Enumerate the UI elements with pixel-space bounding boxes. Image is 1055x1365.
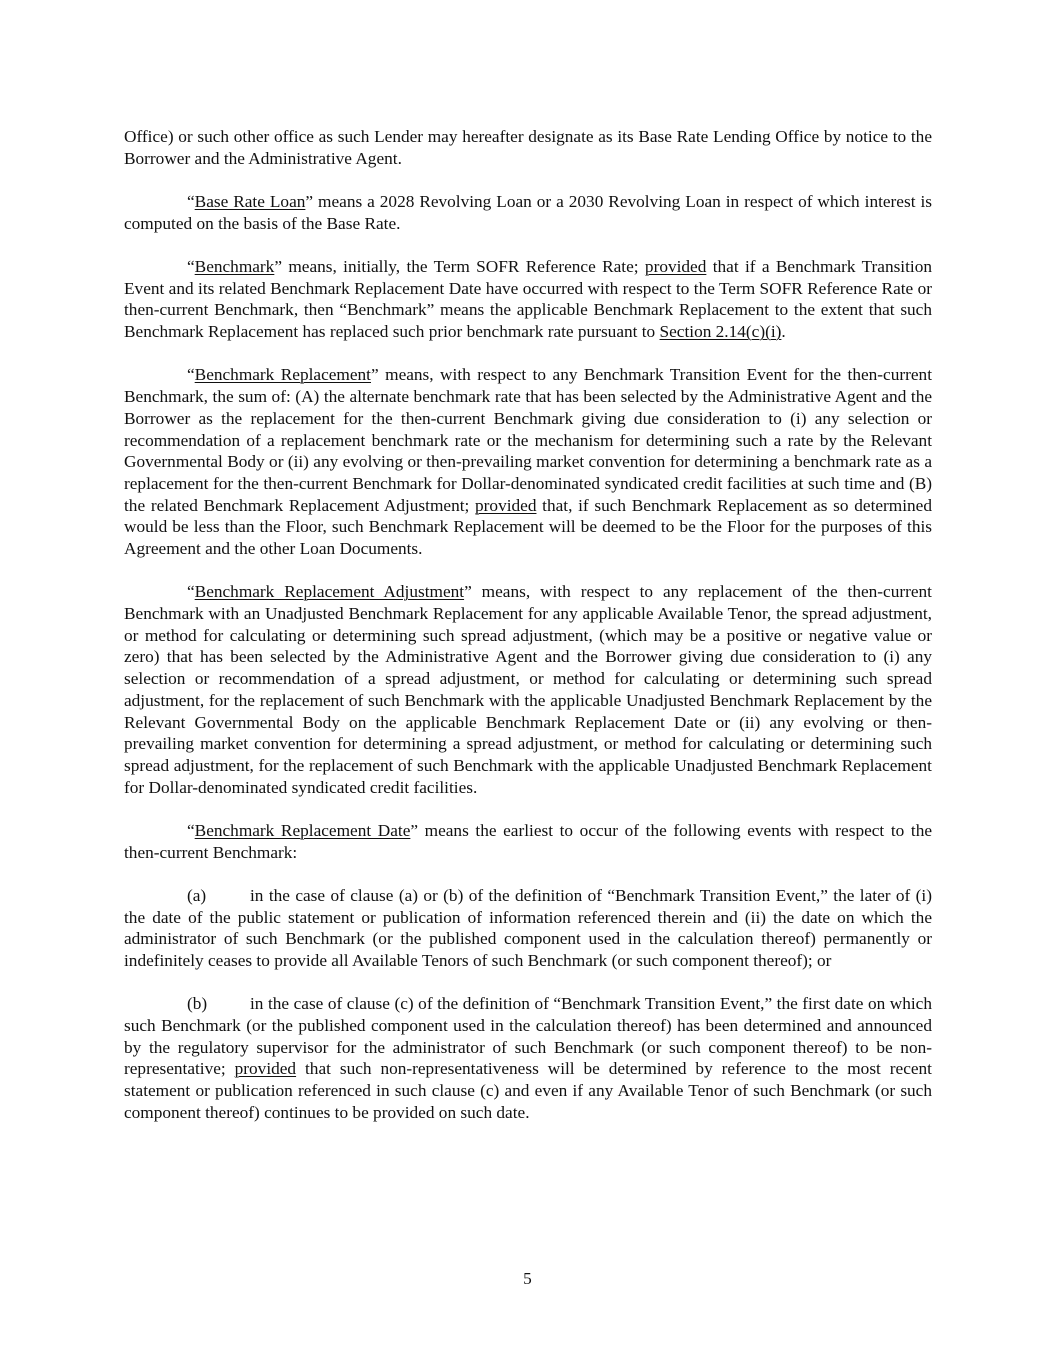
open-quote: “ — [187, 582, 195, 602]
document-body — [124, 126, 932, 1145]
defined-term: Base Rate Loan — [194, 192, 306, 211]
definition-text: ” means, with respect to any Benchmark Transition Event for the then-current Benchmark, the sum of: (A) the alternate benchmark rate that has been selected by the Administrative Agent and the Borrower as the replacement for the then-current Benchmark giving due consideration to (i) any selection or recommendation of a replacement benchmark rate or the mechanism for determining such a rate by the Relevant Governmental Body or (ii) any evolving or then-prevailing market convention for determining a benchmark rate as a replacement for the then-current Benchmark for Dollar-denominated syndicated credit facilities at such time and (B) the related Benchmark Replacement Adjustment; — [124, 365, 932, 515]
defined-term: Benchmark Replacement — [194, 365, 371, 385]
paragraph-text: Office) or such other office as such Lender may hereafter designate as its Base Rate Lending Office by notice to the Borrower and the Administrative Agent. — [124, 127, 932, 168]
provided-keyword: provided — [234, 1059, 297, 1079]
open-quote: “ — [187, 192, 195, 211]
page-number: 5 — [523, 1269, 532, 1288]
open-quote: “ — [187, 820, 195, 840]
defined-term: Benchmark Replacement Date — [194, 820, 411, 840]
provided-keyword: provided — [475, 495, 537, 515]
clause-text: that such non-representativeness will be determined by reference to the most recent statement or publication referenced in such clause (c) and even if any Available Tenor of such Benchmark (or such component thereof) continues to be provided on such date. — [124, 1059, 932, 1122]
section-reference: Section 2.14(c)(i) — [659, 322, 782, 342]
defined-term: Benchmark Replacement Adjustment — [194, 582, 465, 602]
open-quote: “ — [187, 257, 195, 276]
clause-a — [124, 885, 932, 972]
clause-label: (b) — [187, 994, 208, 1014]
definition-text: that, if such Benchmark Replacement as so determined would be less than the Floor, such Benchmark Replacement will be deemed to be the Floor for the purposes of this Agreement and the other Loan Documents. — [124, 495, 932, 559]
definition-end: . — [781, 322, 786, 342]
definition-benchmark-replacement — [124, 364, 932, 559]
definition-base-rate-loan — [124, 191, 932, 234]
clause-text: in the case of clause (c) of the definition of “Benchmark Transition Event,” the first date on which such Benchmark (or the published component used in the calculation thereof) has been determined and announced by the regulatory supervisor for the administrator of such Benchmark (or such component thereof) to be non-representative; — [124, 994, 932, 1079]
definition-benchmark-replacement-adjustment — [124, 581, 932, 798]
definition-text: ” means, initially, the Term SOFR Reference Rate; — [274, 257, 645, 276]
definition-benchmark — [124, 256, 932, 343]
clause-label: (a) — [187, 885, 207, 905]
provided-keyword: provided — [644, 257, 707, 276]
definition-text: ” means the earliest to occur of the following events with respect to the then-current Benchmark: — [124, 820, 933, 862]
clause-b — [124, 993, 932, 1123]
definition-text: that if a Benchmark Transition Event and its related Benchmark Replacement Date have occurred with respect to the Term SOFR Reference Rate or then-current Benchmark, then “Benchmark” means the applicable Benchmark Replacement to the extent that such Benchmark Replacement has replaced such prior benchmark rate pursuant to — [124, 257, 932, 342]
definition-text: ” means a 2028 Revolving Loan or a 2030 Revolving Loan in respect of which interest is computed on the basis of the Base Rate. — [124, 192, 932, 233]
definition-benchmark-replacement-date — [124, 820, 932, 863]
defined-term: Benchmark — [194, 257, 275, 276]
open-quote: “ — [187, 365, 195, 385]
definition-text: ” means, with respect to any replacement of the then-current Benchmark with an Unadjusted Benchmark Replacement for any applicable Available Tenor, the spread adjustment, or method for calculating or determining such spread adjustment, (which may be a positive or negative value or zero) that has been selected by the Administrative Agent and the Borrower giving due consideration to (i) any selection or recommendation of a spread adjustment, or method for calculating or determining such spread adjustment, for the replacement of such Benchmark with the applicable Unadjusted Benchmark Replacement by the Relevant Governmental Body on the applicable Benchmark Replacement Date or (ii) any evolving or then-prevailing market convention for determining a spread adjustment, or method for calculating or determining such spread adjustment, for the replacement of such Benchmark with the applicable Unadjusted Benchmark Replacement for Dollar-denominated syndicated credit facilities. — [124, 582, 932, 797]
clause-text: in the case of clause (a) or (b) of the definition of “Benchmark Transition Event,” the later of (i) the date of the public statement or publication of information referenced therein and (ii) the date on which the administrator of such Benchmark (or the published component used in the calculation thereof) permanently or indefinitely ceases to provide all Available Tenors of such Benchmark (or such component thereof); or — [124, 885, 932, 971]
paragraph-base-rate-lending-office-continuation — [124, 126, 932, 169]
